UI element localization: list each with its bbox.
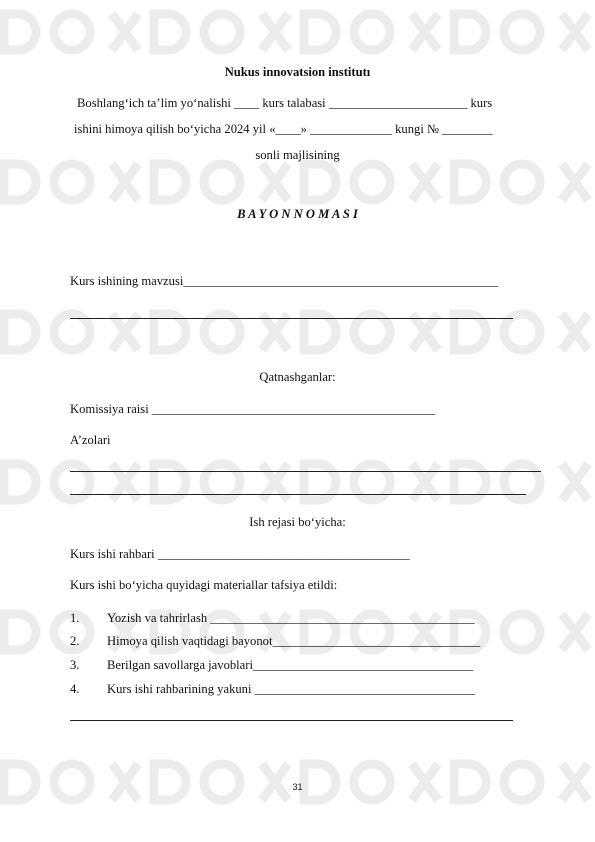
plan-heading: Ish rejasi bo‘yicha: [249, 515, 346, 529]
institute-title: Nukus innovatsion institutı [224, 65, 371, 79]
document-title: B A Y O N N O M A S I [237, 207, 358, 221]
topic-blank-line [70, 318, 513, 319]
list-item [70, 610, 475, 626]
participants-heading: Qatnashganlar: [259, 370, 336, 384]
closing-blank-line [70, 720, 513, 721]
list-item-number: 2. [70, 634, 80, 648]
members-blank-line-2 [70, 494, 526, 495]
commission-chair-line: Komissiya raisi _____________________________________________ [70, 402, 436, 416]
list-item-number: 1. [70, 611, 80, 625]
list-item-text: Kurs ishi rahbarining yakuni ___________________________________ [107, 682, 475, 696]
topic-line: Kurs ishining mavzusi__________________________________________________ [70, 274, 499, 288]
list-item [70, 657, 473, 673]
header-line-1: Boshlang‘ich ta’lim yo‘nalishi ____ kurs talabasi ______________________ kurs [77, 96, 493, 110]
list-item-text: Himoya qilish vaqtidagi bayonot_________________________________ [107, 634, 481, 648]
header-line-2: ishini himoya qilish bo‘yicha 2024 yil «____» _____________ kungi № ________ [74, 122, 493, 136]
list-item-text: Berilgan savollarga javoblari___________________________________ [107, 658, 474, 672]
list-item [70, 633, 480, 649]
supervisor-line: Kurs ishi rahbari ________________________________________ [70, 547, 410, 561]
page-number: 31 [292, 782, 303, 792]
materials-intro: Kurs ishi bo‘yicha quyidagi materiallar tafsiya etildi: [70, 578, 338, 592]
list-item-text: Yozish va tahrirlash __________________________________________ [107, 611, 475, 625]
members-blank-line-1 [70, 471, 541, 472]
list-item-number: 4. [70, 682, 80, 696]
list-item [70, 681, 475, 697]
list-item-number: 3. [70, 658, 80, 672]
members-label: A’zolari [70, 433, 111, 447]
header-line-3: sonli majlisining [255, 148, 340, 162]
